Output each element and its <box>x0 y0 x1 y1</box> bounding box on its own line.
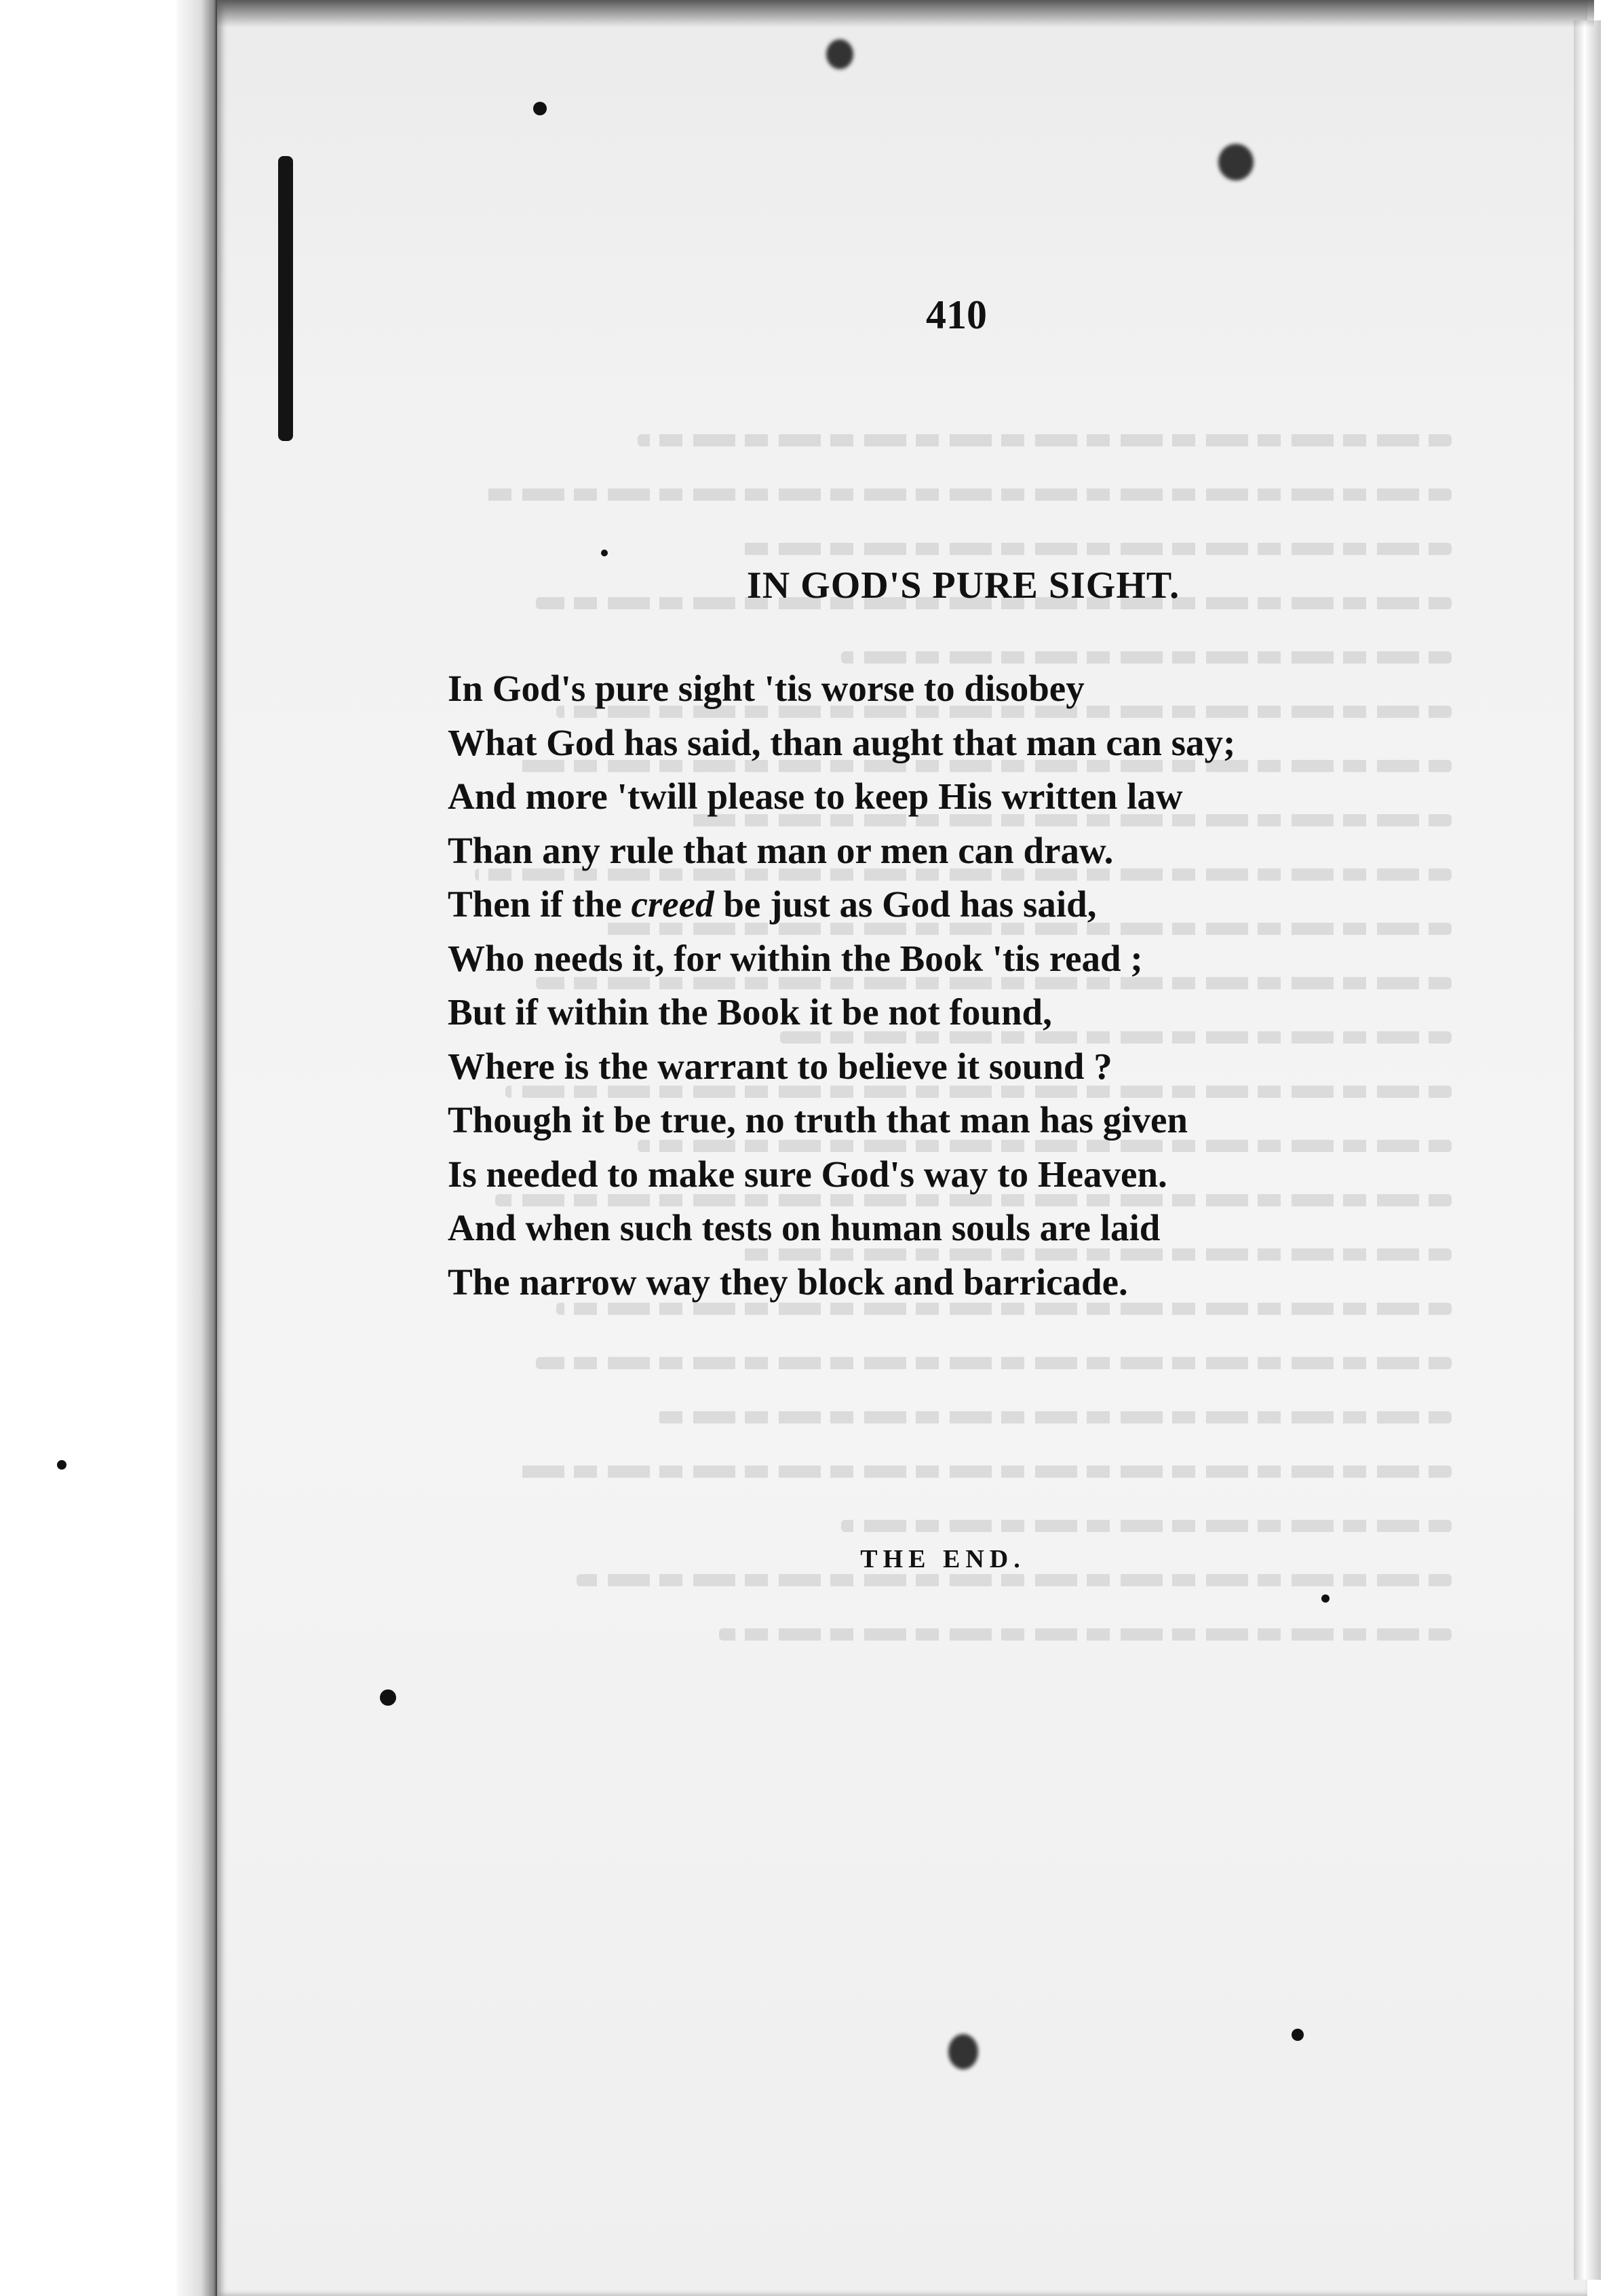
poem-line: Who needs it, for within the Book 'tis read ; <box>448 937 1143 979</box>
poem-line: In God's pure sight 'tis worse to disobey <box>448 668 1085 709</box>
poem-line: Than any rule that man or men can draw. <box>448 829 1114 871</box>
emphasized-word: creed <box>631 883 714 925</box>
end-mark: THE END. <box>860 1545 1026 1573</box>
page-number: 410 <box>926 292 987 337</box>
poem-line: What God has said, than aught that man can say; <box>448 721 1236 763</box>
top-shadow <box>217 0 1594 27</box>
dust-speck <box>533 102 547 115</box>
dust-speck <box>1218 144 1254 180</box>
dust-speck <box>57 1460 66 1470</box>
poem-line: Though it be true, no truth that man has given <box>448 1099 1188 1141</box>
dust-speck <box>1321 1594 1330 1603</box>
dust-speck <box>601 550 608 556</box>
dust-speck <box>1292 2029 1304 2041</box>
poem-line: Where is the warrant to believe it sound ? <box>448 1045 1112 1087</box>
poem-line: And more 'twill please to keep His written law <box>448 776 1183 817</box>
dust-speck <box>380 1689 396 1706</box>
poem-line: And when such tests on human souls are laid <box>448 1207 1161 1248</box>
dust-speck <box>948 2034 978 2069</box>
binding-mark <box>278 156 293 441</box>
poem-line: Is needed to make sure God's way to Heaven. <box>448 1153 1167 1195</box>
dust-speck <box>826 39 853 69</box>
poem-line: The narrow way they block and barricade. <box>448 1261 1128 1303</box>
poem-line: But if within the Book it be not found, <box>448 991 1052 1033</box>
book-binding <box>176 0 217 2296</box>
poem-title: IN GOD'S PURE SIGHT. <box>746 565 1180 607</box>
poem-line: Then if the creed be just as God has said, <box>448 883 1097 925</box>
page-edge <box>1574 20 1601 2280</box>
poem <box>448 662 1492 1309</box>
